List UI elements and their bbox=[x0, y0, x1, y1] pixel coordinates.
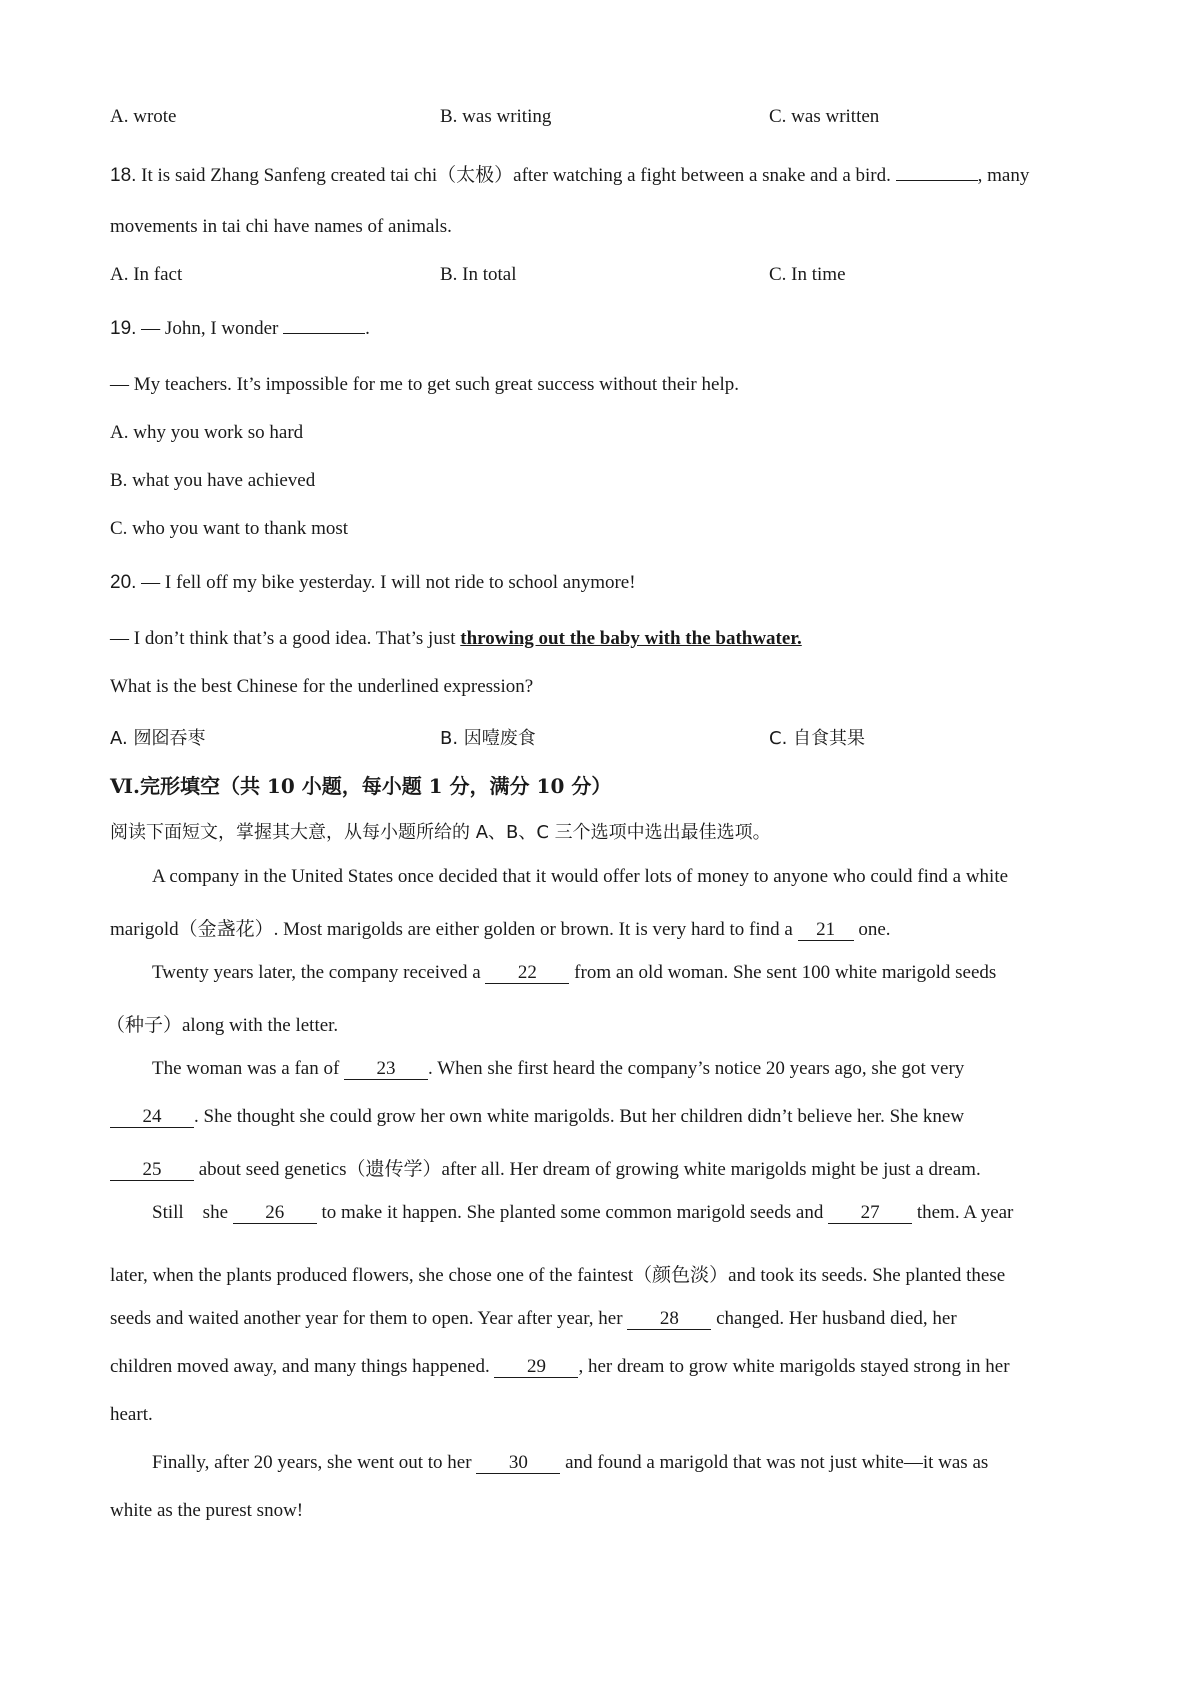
q18-number: 18. bbox=[110, 165, 137, 186]
passage-p3-line3 bbox=[110, 1154, 981, 1181]
q19-option-b: B. what you have achieved bbox=[110, 470, 316, 491]
q18-blank bbox=[896, 179, 978, 181]
passage-text: seeds and waited another year for them to open. Year after year, her bbox=[110, 1308, 623, 1329]
q20-option-b bbox=[440, 724, 536, 750]
q20-reply-before: — I don’t think that’s a good idea. That’s just bbox=[110, 628, 456, 649]
passage-p1-line1: A company in the United States once decided that it would offer lots of money to anyone who could find a white bbox=[152, 866, 1009, 887]
blank-25: 25 bbox=[110, 1160, 194, 1181]
passage-p3-line2 bbox=[110, 1106, 964, 1128]
q20-option-c bbox=[769, 724, 865, 750]
q18-option-c: C. In time bbox=[769, 264, 846, 285]
q19-blank bbox=[283, 332, 365, 334]
passage-p5-line1 bbox=[152, 1452, 988, 1474]
blank-22: 22 bbox=[485, 963, 569, 984]
q20-option-c-text: C. 自食其果 bbox=[769, 728, 866, 749]
q18-text-after: , many bbox=[977, 165, 1030, 186]
passage-text: one. bbox=[858, 919, 891, 940]
passage-p2-line1 bbox=[152, 962, 996, 984]
passage-text: about seed genetics（遗传学）after all. Her dream of growing white marigolds might be just a dream. bbox=[198, 1159, 981, 1180]
passage-text: Still she bbox=[152, 1202, 229, 1223]
passage-p4-line2: later, when the plants produced flowers, she chose one of the faintest（颜色淡）and took its seeds. She planted these bbox=[110, 1265, 1006, 1286]
q17-option-c: C. was written bbox=[769, 106, 880, 127]
q19-text: — John, I wonder bbox=[141, 318, 279, 339]
section-6-instruction: 阅读下面短文，掌握其大意，从每小题所给的 A、B、C 三个选项中选出最佳选项。 bbox=[110, 822, 771, 843]
q19-number: 19. bbox=[110, 318, 137, 339]
blank-27: 27 bbox=[828, 1203, 912, 1224]
section-6-title: Ⅵ.完形填空（共 10 小题，每小题 1 分，满分 10 分） bbox=[110, 774, 612, 798]
passage-text: marigold（金盏花）. Most marigolds are either golden or brown. It is very hard to find a bbox=[110, 919, 793, 940]
q19-text-end: . bbox=[365, 318, 370, 339]
q18-stem-line1 bbox=[110, 160, 1029, 187]
passage-text: The woman was a fan of bbox=[152, 1058, 340, 1079]
blank-23: 23 bbox=[344, 1059, 428, 1080]
q18-option-b: B. In total bbox=[440, 264, 517, 285]
blank-21: 21 bbox=[798, 920, 854, 941]
blank-29: 29 bbox=[494, 1357, 578, 1378]
passage-p4-line3 bbox=[110, 1308, 957, 1330]
q18-option-a: A. In fact bbox=[110, 264, 183, 285]
q19-reply: — My teachers. It’s impossible for me to get such great success without their help. bbox=[110, 374, 739, 395]
passage-text: Twenty years later, the company received a bbox=[152, 962, 481, 983]
q20-option-a bbox=[110, 724, 205, 750]
q19-option-c: C. who you want to thank most bbox=[110, 518, 349, 539]
blank-24: 24 bbox=[110, 1107, 194, 1128]
passage-text: changed. Her husband died, her bbox=[716, 1308, 957, 1329]
passage-p2-line2: （种子）along with the letter. bbox=[106, 1015, 339, 1036]
passage-text: children moved away, and many things happened. bbox=[110, 1356, 490, 1377]
passage-p4-line4 bbox=[110, 1356, 1010, 1378]
passage-p4-line5: heart. bbox=[110, 1404, 153, 1425]
passage-text: . She thought she could grow her own white marigolds. But her children didn’t believe her. She knew bbox=[194, 1106, 965, 1127]
q20-stem bbox=[110, 572, 636, 594]
blank-30: 30 bbox=[476, 1453, 560, 1474]
q18-stem-line2: movements in tai chi have names of animals. bbox=[110, 216, 452, 237]
q19-stem bbox=[110, 318, 370, 340]
passage-text: them. A year bbox=[916, 1202, 1014, 1223]
blank-28: 28 bbox=[627, 1309, 711, 1330]
passage-text: from an old woman. She sent 100 white marigold seeds bbox=[574, 962, 997, 983]
blank-26: 26 bbox=[233, 1203, 317, 1224]
passage-text: , her dream to grow white marigolds stayed strong in her bbox=[578, 1356, 1010, 1377]
passage-text: Finally, after 20 years, she went out to her bbox=[152, 1452, 472, 1473]
q20-underlined-expression: throwing out the baby with the bathwater. bbox=[460, 628, 802, 649]
q18-text-before: It is said Zhang Sanfeng created tai chi（太极）after watching a fight between a snake and a bird. bbox=[141, 165, 891, 186]
q17-option-b: B. was writing bbox=[440, 106, 552, 127]
q19-option-a: A. why you work so hard bbox=[110, 422, 304, 443]
passage-p3-line1 bbox=[152, 1058, 964, 1080]
passage-text: . When she first heard the company’s notice 20 years ago, she got very bbox=[428, 1058, 965, 1079]
passage-text: and found a marigold that was not just white—it was as bbox=[565, 1452, 989, 1473]
q20-number: 20. bbox=[110, 572, 137, 593]
q20-reply bbox=[110, 628, 802, 650]
passage-p4-line1 bbox=[152, 1202, 1013, 1224]
passage-p1-line2 bbox=[110, 914, 891, 941]
q20-option-a-text: A. 囫囵吞枣 bbox=[110, 728, 206, 749]
passage-text: to make it happen. She planted some common marigold seeds and bbox=[321, 1202, 824, 1223]
q20-option-b-text: B. 因噎废食 bbox=[440, 728, 536, 749]
passage-p5-line2: white as the purest snow! bbox=[110, 1500, 304, 1521]
q20-text: — I fell off my bike yesterday. I will not ride to school anymore! bbox=[141, 572, 636, 593]
q17-option-a: A. wrote bbox=[110, 106, 177, 127]
q20-question: What is the best Chinese for the underlined expression? bbox=[110, 676, 534, 697]
